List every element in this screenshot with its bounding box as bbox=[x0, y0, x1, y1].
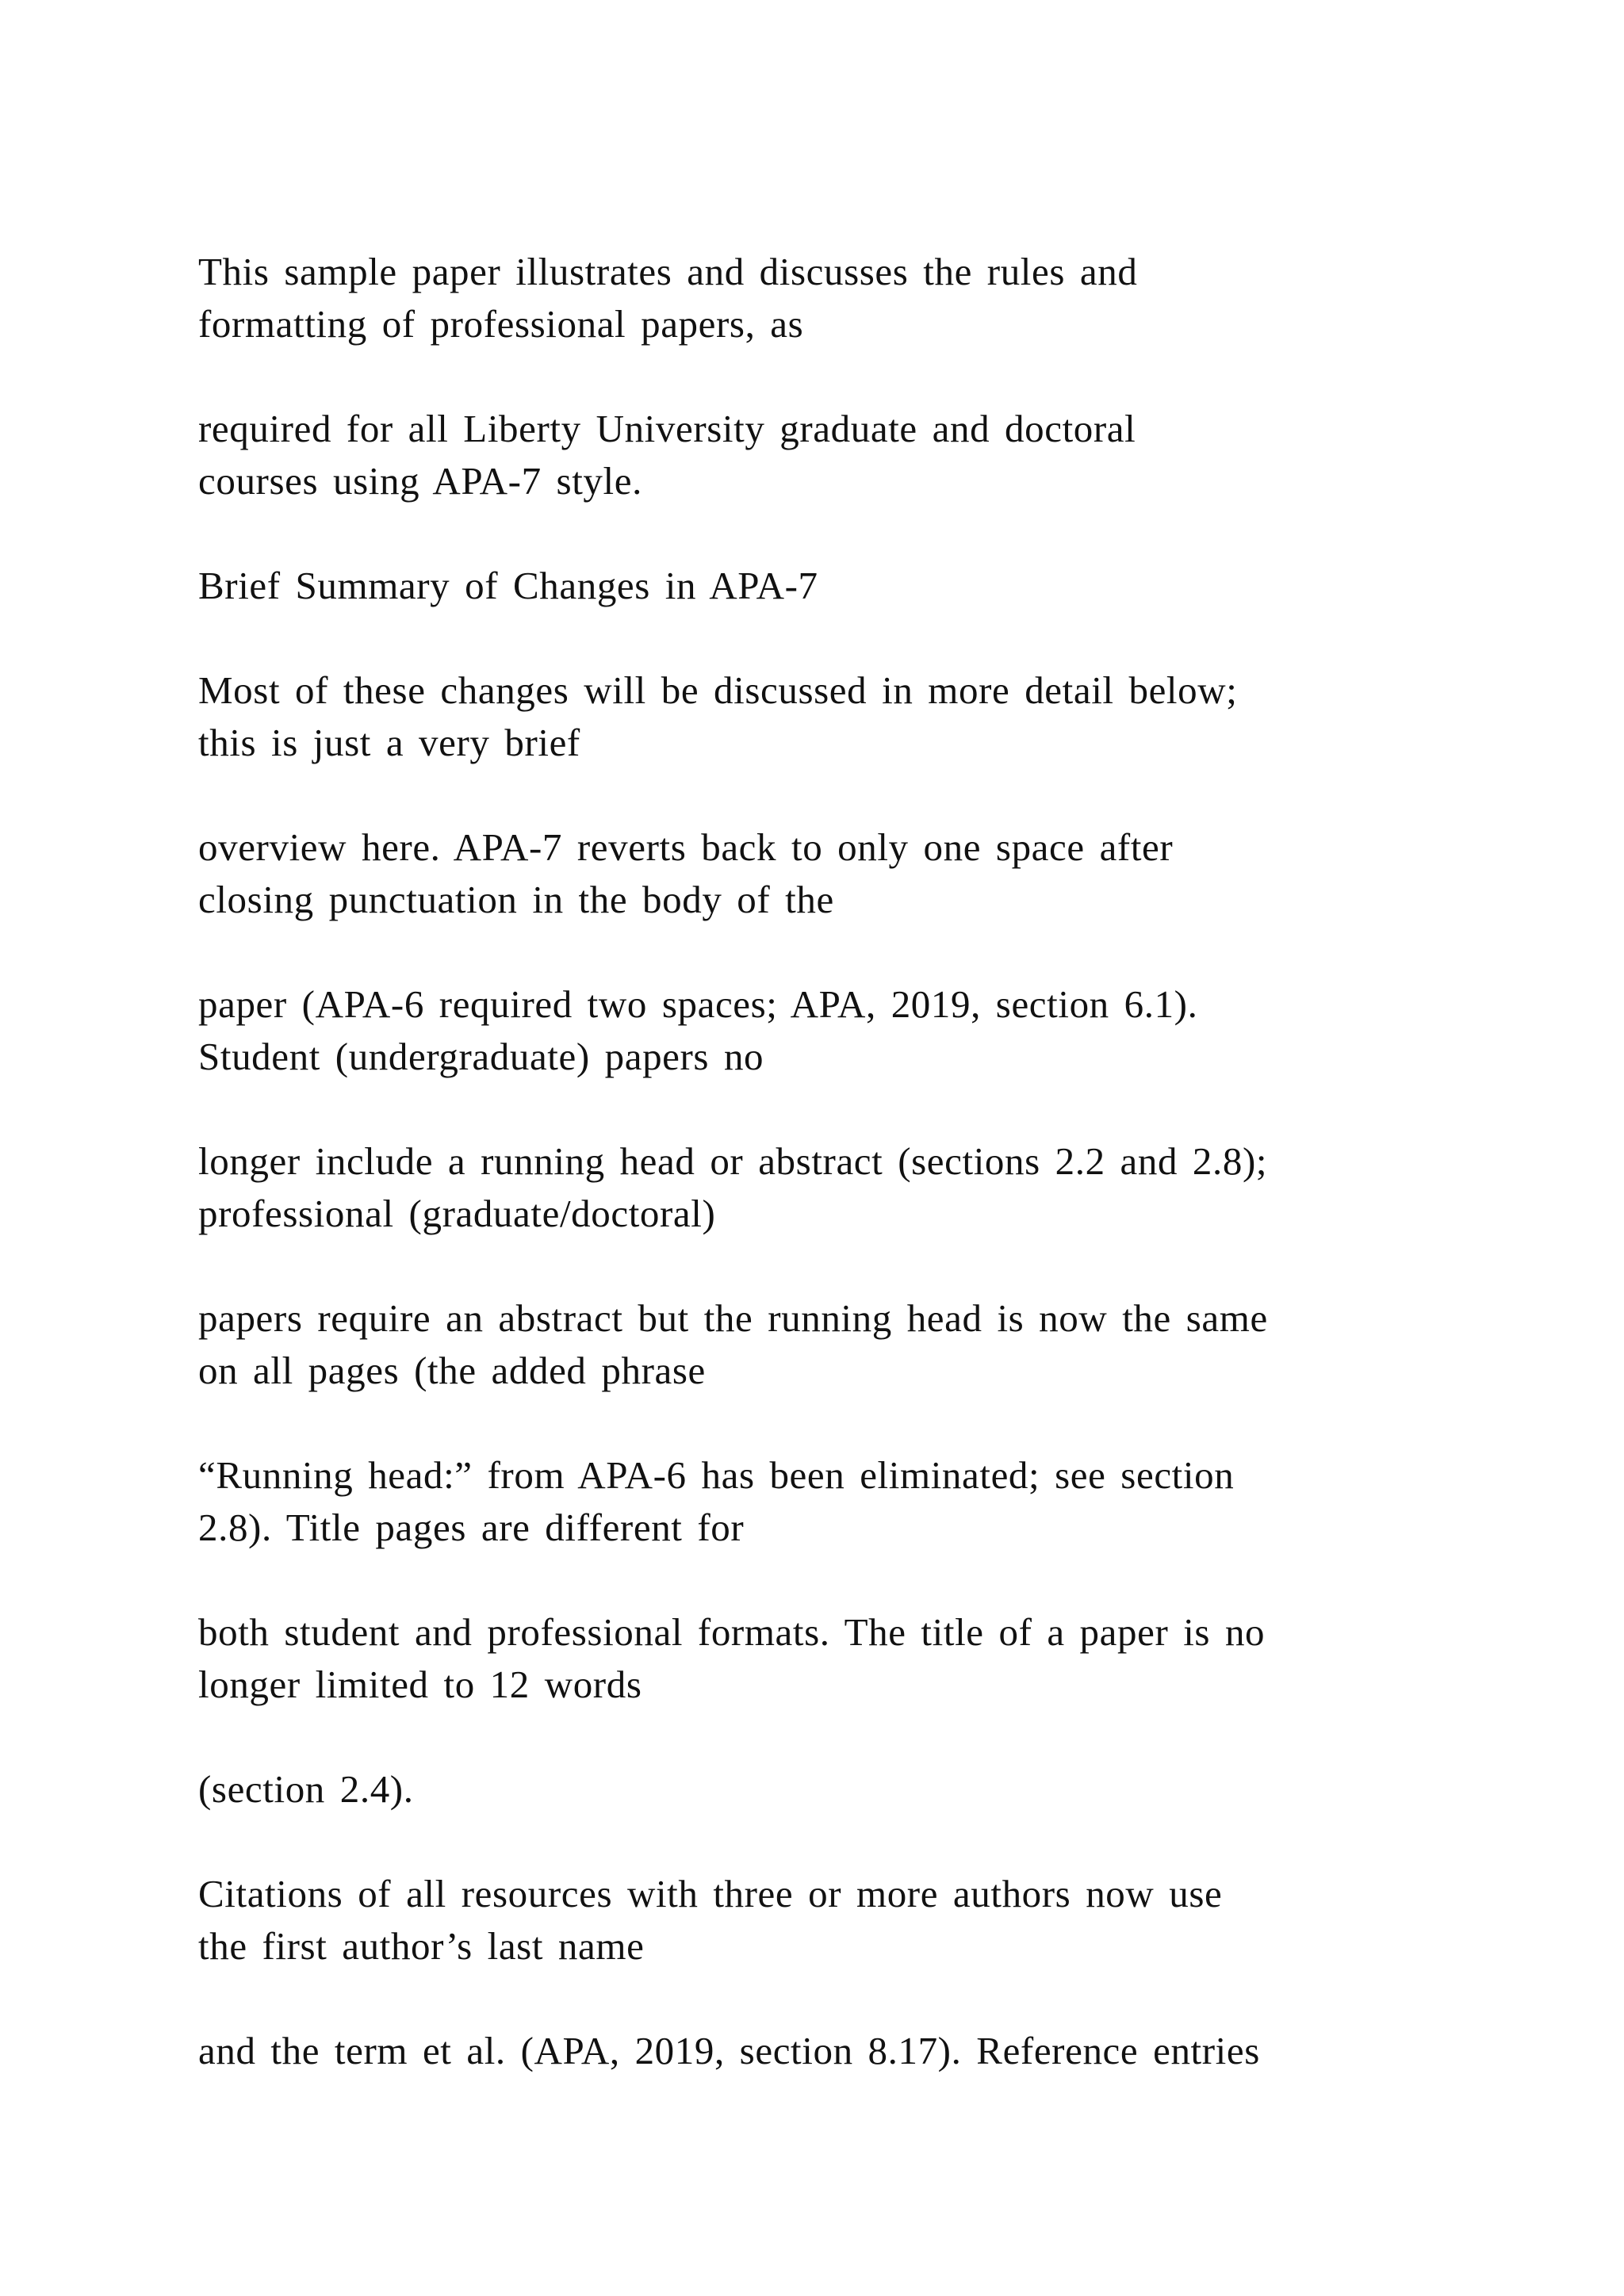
text-line: the first author’s last name bbox=[198, 1924, 645, 1968]
text-line: and the term et al. (APA, 2019, section 8.17). Reference entries bbox=[198, 2029, 1260, 2072]
text-line: both student and professional formats. The title of a paper is no bbox=[198, 1610, 1266, 1654]
paragraph bbox=[198, 1135, 1546, 1240]
text-line: professional (graduate/doctoral) bbox=[198, 1192, 716, 1235]
text-line: longer limited to 12 words bbox=[198, 1663, 642, 1706]
paragraph bbox=[198, 1292, 1546, 1397]
text-line: this is just a very brief bbox=[198, 721, 580, 764]
text-line: Most of these changes will be discussed in more detail below; bbox=[198, 668, 1238, 712]
text-line: This sample paper illustrates and discusses the rules and bbox=[198, 250, 1138, 293]
paragraph bbox=[198, 1449, 1546, 1554]
text-line: overview here. APA-7 reverts back to only one space after bbox=[198, 825, 1174, 869]
paragraph bbox=[198, 1763, 1546, 1816]
text-line: Citations of all resources with three or more authors now use bbox=[198, 1872, 1223, 1915]
paragraph bbox=[198, 1606, 1546, 1711]
document-body bbox=[198, 246, 1546, 2130]
paragraph bbox=[198, 403, 1546, 507]
paragraph bbox=[198, 246, 1546, 350]
paragraph bbox=[198, 664, 1546, 769]
text-line: formatting of professional papers, as bbox=[198, 302, 804, 346]
paragraph bbox=[198, 978, 1546, 1083]
text-line: courses using APA-7 style. bbox=[198, 459, 642, 503]
text-line: (section 2.4). bbox=[198, 1767, 414, 1811]
text-line: required for all Liberty University graduate and doctoral bbox=[198, 407, 1136, 450]
text-line: on all pages (the added phrase bbox=[198, 1349, 706, 1392]
text-line: Student (undergraduate) papers no bbox=[198, 1035, 764, 1078]
text-line: 2.8). Title pages are different for bbox=[198, 1506, 745, 1549]
text-line: closing punctuation in the body of the bbox=[198, 878, 834, 921]
paragraph bbox=[198, 1868, 1546, 1973]
text-line: “Running head:” from APA-6 has been eliminated; see section bbox=[198, 1453, 1235, 1497]
section-heading bbox=[198, 560, 1546, 612]
text-line: paper (APA-6 required two spaces; APA, 2019, section 6.1). bbox=[198, 982, 1198, 1026]
text-line: longer include a running head or abstract (sections 2.2 and 2.8); bbox=[198, 1139, 1268, 1183]
paragraph bbox=[198, 821, 1546, 926]
text-line: papers require an abstract but the running head is now the same bbox=[198, 1296, 1268, 1340]
paragraph bbox=[198, 2025, 1546, 2077]
heading-line: Brief Summary of Changes in APA-7 bbox=[198, 564, 818, 607]
